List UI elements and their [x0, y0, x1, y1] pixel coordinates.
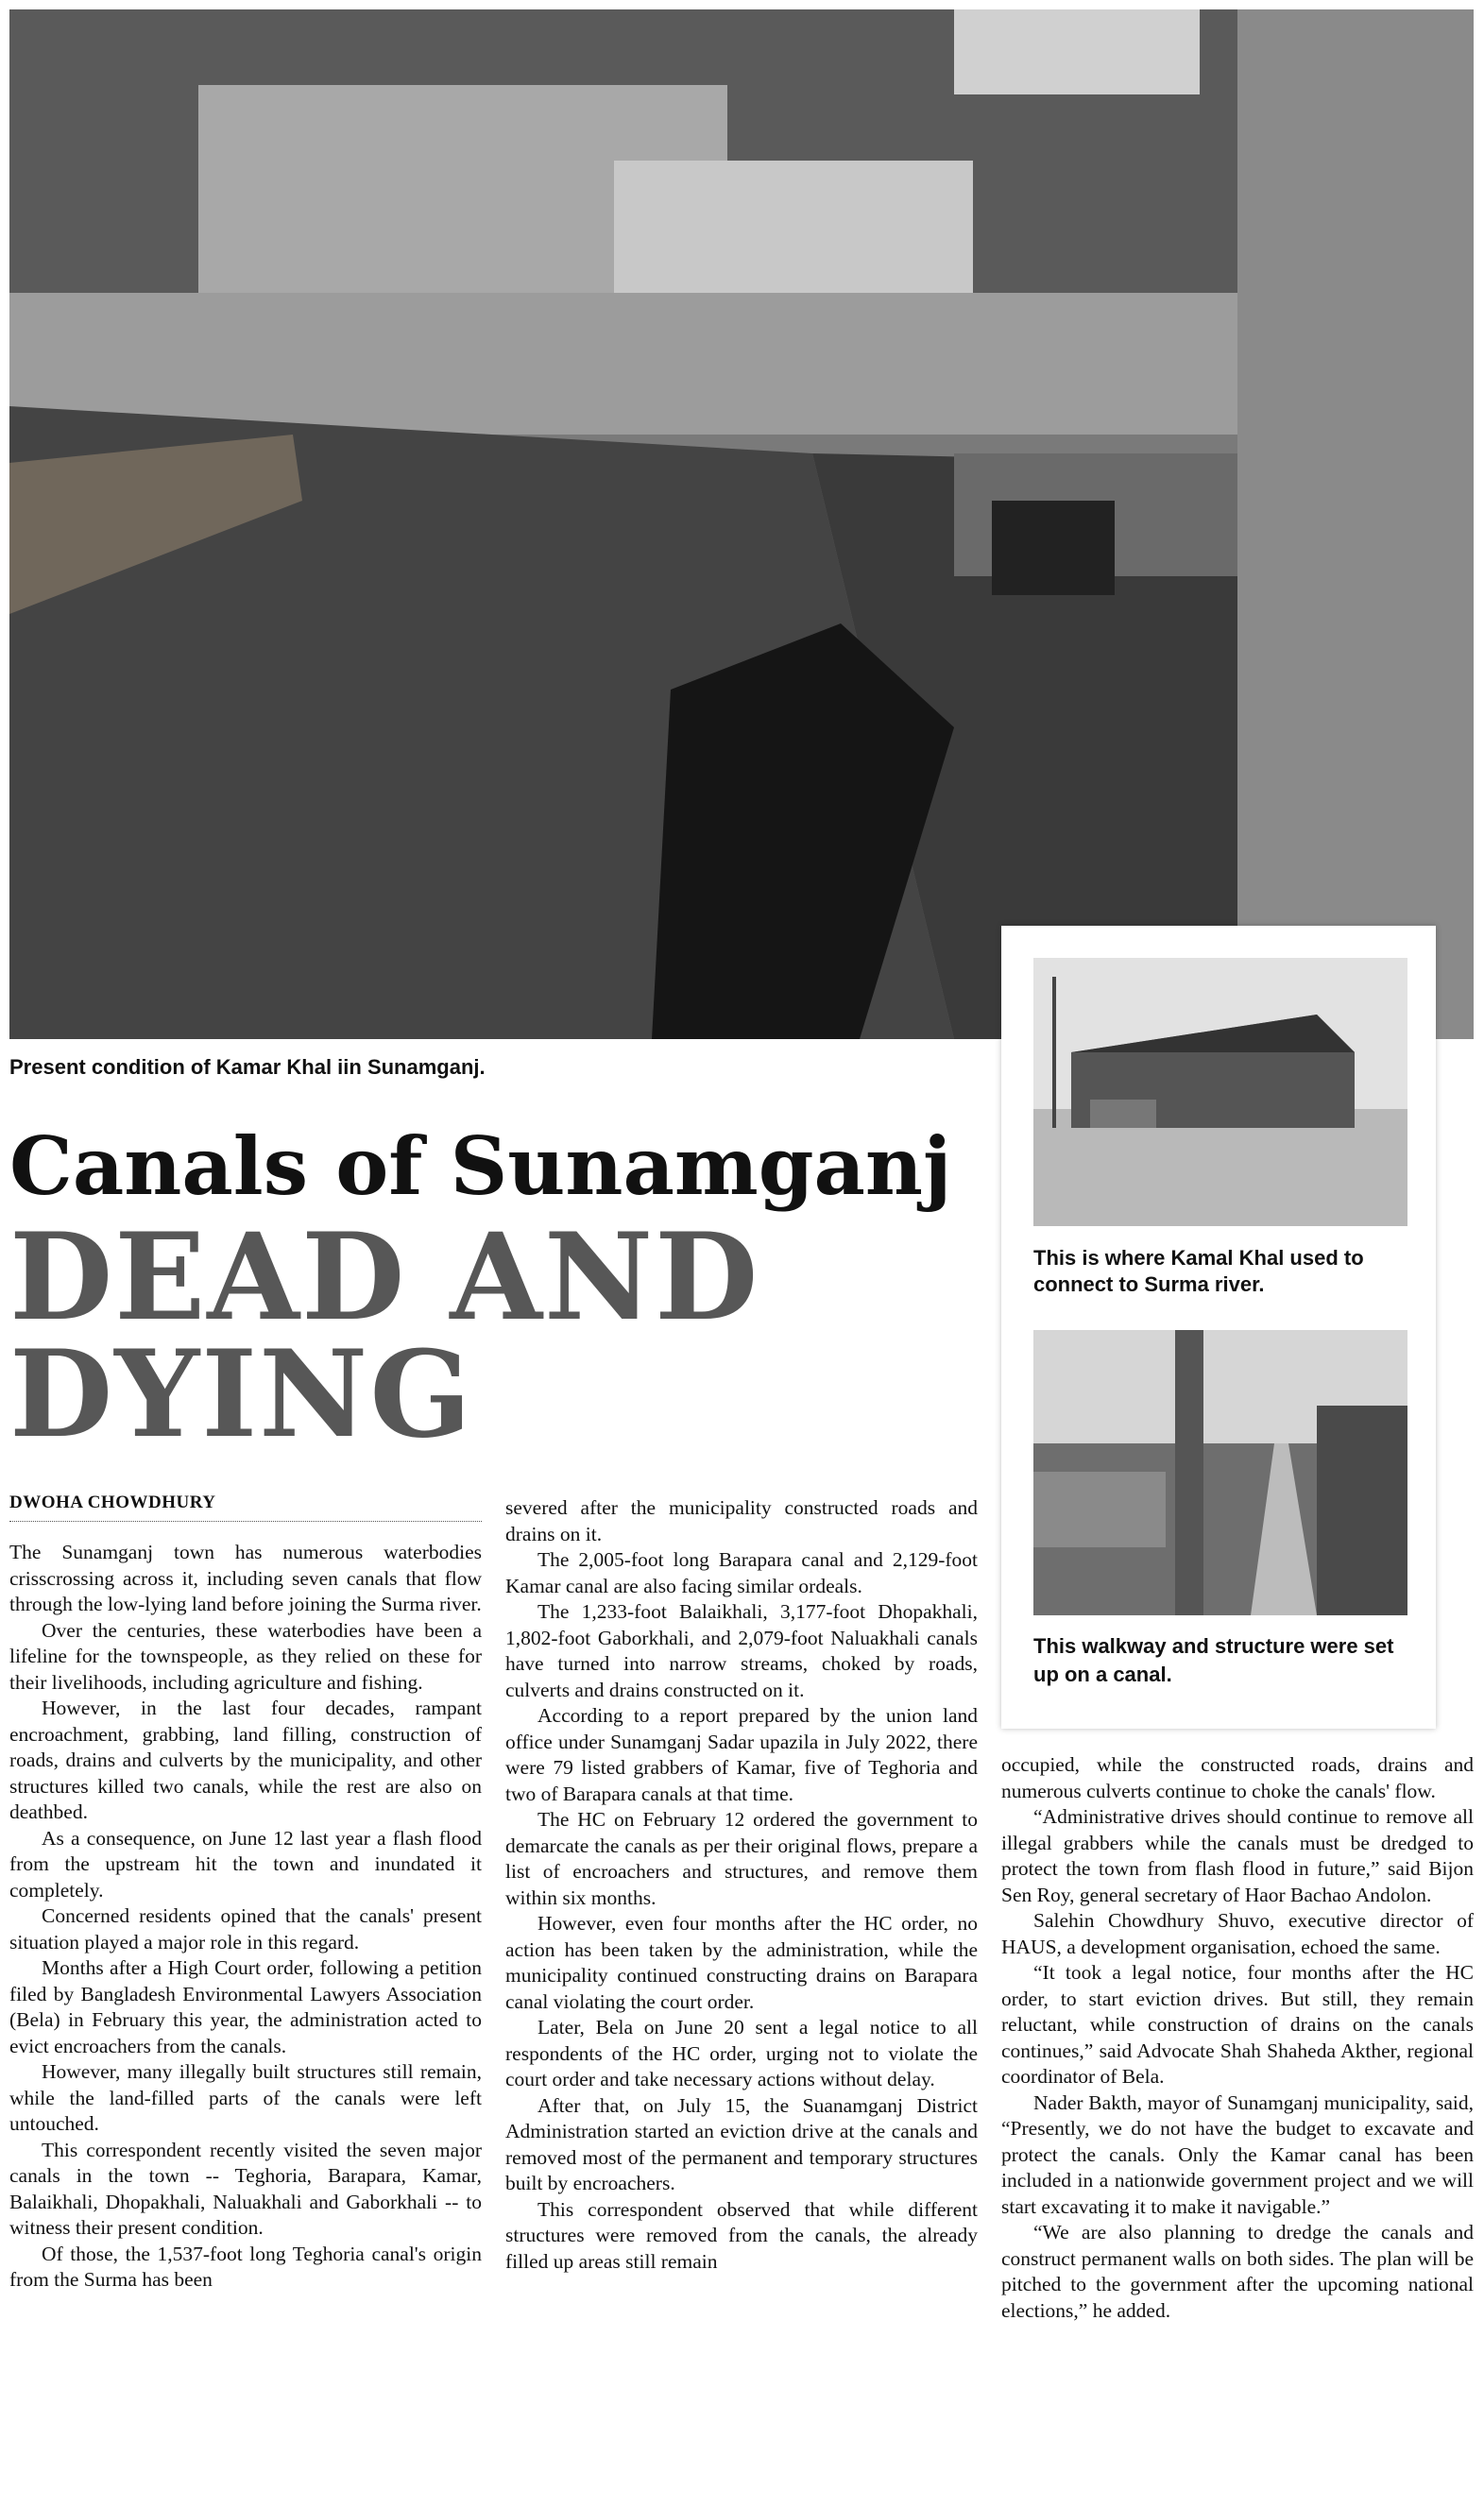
paragraph: According to a report prepared by the union land office under Sunamganj Sadar upazila in July 2022, there were 79 listed grabbers of Kamar, five of Teghoria and two of Barapara canals at that time. — [505, 1704, 978, 1805]
article-column-1 — [9, 1540, 482, 2294]
main-photo — [9, 9, 1474, 1039]
main-photo-caption: Present condition of Kamar Khal iin Sunamganj. — [9, 1055, 486, 1079]
paragraph: “Administrative drives should continue to remove all illegal grabbers while the canals must be dredged to protect the town from flash flood in future,” said Bijon Sen Roy, general secretary of Haor Bachao Andolon. — [1001, 1805, 1474, 1906]
byline: DWOHA CHOWDHURY — [9, 1493, 482, 1522]
paragraph: This correspondent observed that while different structures were removed from the canals, the already filled up areas still remain — [505, 2197, 978, 2273]
paragraph: occupied, while the constructed roads, drains and numerous culverts continue to choke the canals' flow. — [1001, 1753, 1474, 1802]
paragraph: The Sunamganj town has numerous waterbodies crisscrossing across it, including seven canals that flow through the low-lying land before joining the Surma river. — [9, 1541, 482, 1615]
paragraph: “It took a legal notice, four months after the HC order, to start eviction drives. But still, they remain reluctant, while construction of drains on the canals continues,” said Advocate Shah Shaheda Akther, regional coordinator of Bela. — [1001, 1961, 1474, 2088]
side-photo-walkway — [1033, 1330, 1407, 1615]
paragraph: The 1,233-foot Balaikhali, 3,177-foot Dhopakhali, 1,802-foot Gaborkhali, and 2,079-foot Naluakhali canals have turned into narrow streams, choked by roads, culverts and drains constructed on it. — [505, 1600, 978, 1701]
paragraph: Later, Bela on June 20 sent a legal notice to all respondents of the HC order, urging not to violate the court order and take necessary actions without delay. — [505, 2016, 978, 2090]
headline-line-1: DEAD AND — [9, 1207, 760, 1347]
side-photo-canal-connection — [1033, 958, 1407, 1226]
side-photo-2-caption: This walkway and structure were set up on a canal. — [1033, 1634, 1394, 1686]
paragraph: This correspondent recently visited the seven major canals in the town -- Teghoria, Barapara, Kamar, Balaikhali, Dhopakhali, Naluakhali and Gaborkhali -- to witness their present condition. — [9, 2138, 482, 2239]
paragraph: severed after the municipality constructed roads and drains on it. — [505, 1496, 978, 1545]
headline-line-2: DYING — [9, 1324, 473, 1464]
paragraph: “We are also planning to dredge the canals and construct permanent walls on both sides. The plan will be pitched to the government after the upcoming national elections,” he added. — [1001, 2221, 1474, 2322]
paragraph: After that, on July 15, the Suanamganj District Administration started an eviction drive at the canals and removed most of the permanent and temporary structures built by encroachers. — [505, 2093, 978, 2194]
paragraph: However, in the last four decades, rampant encroachment, grabbing, land filling, construction of roads, drains and culverts by the municipality, and other structures killed two canals, while the rest are also on deathbed. — [9, 1697, 482, 1823]
paragraph: Over the centuries, these waterbodies have been a lifeline for the townspeople, as they relied on these for their livelihoods, including agriculture and fishing. — [9, 1618, 482, 1694]
paragraph: However, even four months after the HC order, no action has been taken by the administration, while the municipality continued constructing drains on Barapara canal violating the court order. — [505, 1912, 978, 2013]
paragraph: Months after a High Court order, following a petition filed by Bangladesh Environmental Lawyers Association (Bela) in February this year, the administration acted to evict encroachers from the canals. — [9, 1956, 482, 2057]
paragraph: The 2,005-foot long Barapara canal and 2,129-foot Kamar canal are also facing similar ordeals. — [505, 1548, 978, 1597]
paragraph: However, many illegally built structures still remain, while the land-filled parts of the canals were left untouched. — [9, 2060, 482, 2135]
paragraph: Concerned residents opined that the canals' present situation played a major role in this regard. — [9, 1904, 482, 1954]
paragraph: Of those, the 1,537-foot long Teghoria canal's origin from the Surma has been — [9, 2242, 482, 2291]
headline — [9, 1207, 992, 1464]
paragraph: As a consequence, on June 12 last year a flash flood from the upstream hit the town and inundated it completely. — [9, 1826, 482, 1902]
kicker-title: Canals of Sunamganj — [9, 1119, 952, 1213]
side-photo-1-caption: This is where Kamal Khal used to connect to Surma river. — [1033, 1246, 1364, 1296]
article-column-2 — [505, 1495, 978, 2275]
paragraph: Salehin Chowdhury Shuvo, executive director of HAUS, a development organisation, echoed the same. — [1001, 1909, 1474, 1958]
paragraph: Nader Bakth, mayor of Sunamganj municipality, said, “Presently, we do not have the budget to excavate and protect the canals. Only the Kamar canal has been included in a nationwide government project and we will start excavating it to make it navigable.” — [1001, 2090, 1474, 2218]
paragraph: The HC on February 12 ordered the government to demarcate the canals as per their original flows, prepare a list of encroachers and structures, and remove them within six months. — [505, 1808, 978, 1909]
article-column-3 — [1001, 1752, 1474, 2324]
